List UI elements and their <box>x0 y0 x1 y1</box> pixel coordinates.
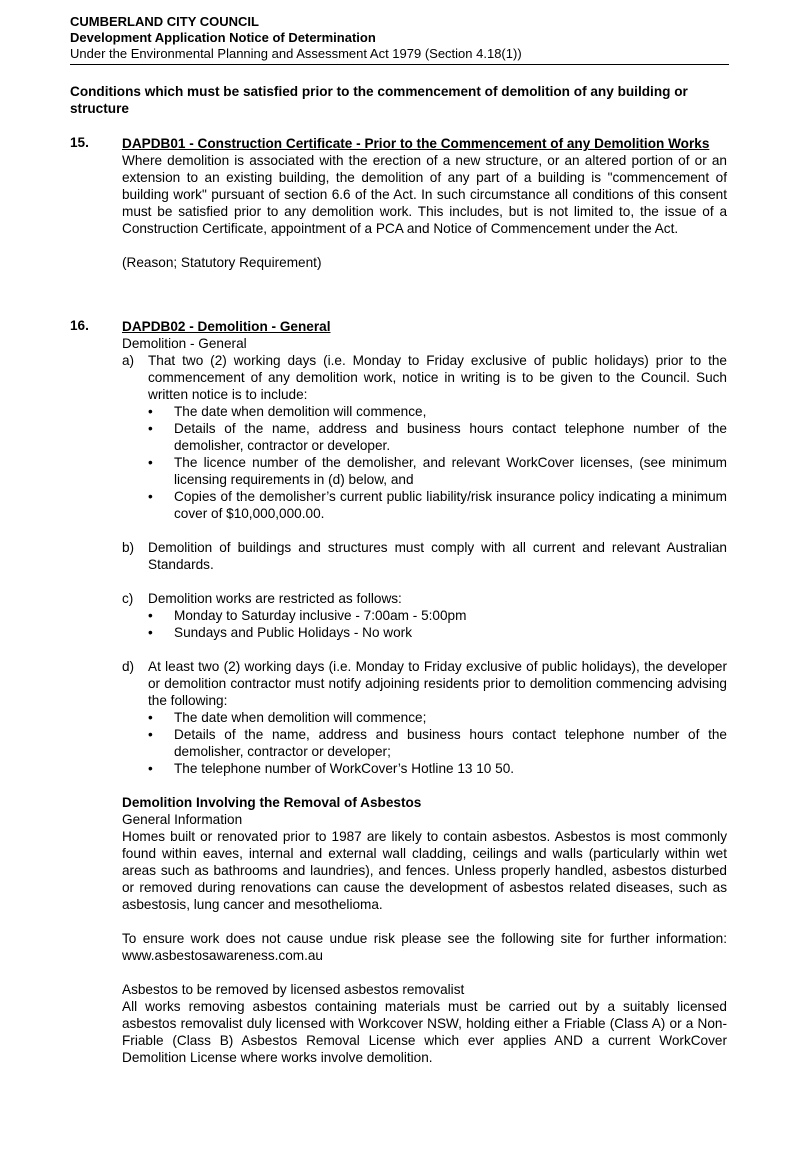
item-c <box>122 590 727 641</box>
item-a <box>122 352 727 522</box>
item-label: a) <box>122 353 135 368</box>
condition-text: Where demolition is associated with the erection of a new structure, or an altered portion of or an extension to an existing building, the demolition of any part of a building is "commencement of building work" pursuant of section 6.6 of the Act. In such circumstance all conditions of this consent must be satisfied prior to any demolition work. This includes, but is not limited to, the issue of a Construction Certificate, appointment of a PCA and Notice of Commencement under the Act. <box>122 153 727 236</box>
condition-16 <box>70 318 727 1066</box>
item-label: c) <box>122 591 134 606</box>
page-header <box>70 14 729 65</box>
bullet-list <box>148 403 727 522</box>
list-item: • Sundays and Public Holidays - No work <box>148 624 727 641</box>
list-item: • Details of the name, address and business hours contact telephone number of the demolisher, contractor or developer; <box>148 726 727 760</box>
list-item: • Monday to Saturday inclusive - 7:00am - 5:00pm <box>148 607 727 624</box>
condition-heading: DAPDB02 - Demolition - General <box>122 319 331 334</box>
list-item: • The telephone number of WorkCover’s Hotline 13 10 50. <box>148 760 727 777</box>
condition-number: 15. <box>70 135 89 150</box>
item-text: Demolition works are restricted as follows: <box>148 591 402 606</box>
list-item: • The date when demolition will commence, <box>148 403 727 420</box>
item-d <box>122 658 727 777</box>
bullet-list <box>148 607 727 641</box>
item-label: d) <box>122 659 135 674</box>
list-item: • Copies of the demolisher’s current public liability/risk insurance policy indicating a minimum cover of $10,000,000.00. <box>148 488 727 522</box>
asbestos-text: Homes built or renovated prior to 1987 are likely to contain asbestos. Asbestos is most commonly found within eaves, internal and external wall cladding, ceilings and walls (particularly within wet areas such as bathrooms and laundries), and fences. Unless properly handled, asbestos disturbed or removed during renovations can cause the development of asbestos related diseases, such as asbestosis, lung cancer and mesothelioma. <box>122 829 727 912</box>
act-reference: Under the Environmental Planning and Assessment Act 1979 (Section 4.18(1)) <box>70 46 522 61</box>
asbestos-heading: Demolition Involving the Removal of Asbestos <box>122 795 422 810</box>
list-item: • The licence number of the demolisher, and relevant WorkCover licenses, (see minimum licensing requirements in (d) below, and <box>148 454 727 488</box>
notice-title: Development Application Notice of Determination <box>70 30 376 45</box>
list-item: • Details of the name, address and business hours contact telephone number of the demolisher, contractor or developer. <box>148 420 727 454</box>
item-b <box>122 539 727 573</box>
council-name: CUMBERLAND CITY COUNCIL <box>70 14 259 29</box>
item-text: Demolition of buildings and structures must comply with all current and relevant Australian Standards. <box>148 540 727 572</box>
condition-subheading: Demolition - General <box>122 336 247 351</box>
bullet-list <box>148 709 727 777</box>
condition-heading: DAPDB01 - Construction Certificate - Prior to the Commencement of any Demolition Works <box>122 136 710 151</box>
section-title: Conditions which must be satisfied prior to the commencement of demolition of any building or structure <box>70 84 688 116</box>
condition-number: 16. <box>70 318 89 333</box>
removalist-heading: Asbestos to be removed by licensed asbestos removalist <box>122 982 465 997</box>
condition-reason: (Reason; Statutory Requirement) <box>122 255 322 270</box>
item-text: At least two (2) working days (i.e. Monday to Friday exclusive of public holidays), the developer or demolition contractor must notify adjoining residents prior to demolition commencing advising the following: <box>148 659 727 708</box>
item-text: That two (2) working days (i.e. Monday to Friday exclusive of public holidays) prior to the commencement of any demolition work, notice in writing is to be given to the Council. Such written notice is to include: <box>148 353 727 402</box>
general-info-label: General Information <box>122 812 243 827</box>
list-item: • The date when demolition will commence; <box>148 709 727 726</box>
condition-15 <box>70 135 727 271</box>
removalist-text: All works removing asbestos containing materials must be carried out by a suitably licensed asbestos removalist duly licensed with Workcover NSW, holding either a Friable (Class A) or a Non- Friable (Class B) Asbestos Removal License which ever applies AND a current WorkCover Demolition License where works involve demolition. <box>122 999 727 1065</box>
item-label: b) <box>122 540 135 555</box>
risk-text: To ensure work does not cause undue risk please see the following site for further information: www.asbestosawareness.com.au <box>122 931 727 963</box>
